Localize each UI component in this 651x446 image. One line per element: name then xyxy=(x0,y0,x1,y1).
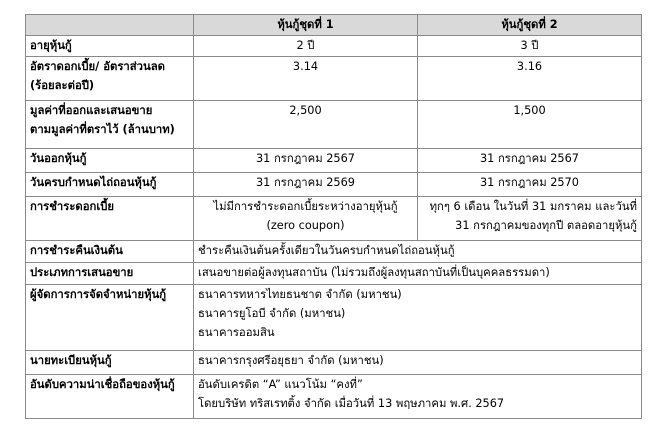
row-investor-type xyxy=(26,263,642,285)
interest-series-1-line-2: (zero coupon) xyxy=(266,219,345,232)
underwriters-list xyxy=(194,285,642,351)
registrar-value: ธนาคารกรุงศรีอยุธยา จำกัด (มหาชน) xyxy=(194,351,642,375)
label-value xyxy=(26,101,194,149)
row-interest xyxy=(26,197,642,241)
label-investor-type: ประเภทการเสนอขาย xyxy=(26,263,194,285)
row-principal xyxy=(26,241,642,263)
label-value-line-1: มูลค่าที่ออกและเสนอขาย xyxy=(30,104,153,117)
label-rating: อันดับความน่าเชื่อถือของหุ้นกู้ xyxy=(26,375,194,419)
term-series-1: 2 ปี xyxy=(194,36,418,57)
interest-series-2-line-2: 31 กรกฎาคมของทุกปี ตลอดอายุหุ้นกู้ xyxy=(455,219,637,232)
maturity-series-2: 31 กรกฎาคม 2570 xyxy=(418,173,642,197)
label-term: อายุหุ้นกู้ xyxy=(26,36,194,57)
header-series-1: หุ้นกู้ชุดที่ 1 xyxy=(194,15,418,36)
row-term xyxy=(26,36,642,57)
maturity-series-1: 31 กรกฎาคม 2569 xyxy=(194,173,418,197)
interest-series-2-line-1: ทุกๆ 6 เดือน ในวันที่ 31 มกราคม และวันที่ xyxy=(429,200,637,213)
underwriter-item: ธนาคารยูโอบี จำกัด (มหาชน) xyxy=(198,307,346,320)
label-principal: การชำระคืนเงินต้น xyxy=(26,241,194,263)
underwriter-item: ธนาคารทหารไทยธนชาต จำกัด (มหาชน) xyxy=(198,288,402,301)
row-underwriters xyxy=(26,285,642,351)
label-rate xyxy=(26,57,194,101)
rating-line-2: โดยบริษัท ทริสเรทติ้ง จำกัด เมื่อวันที่ 13 พฤษภาคม พ.ศ. 2567 xyxy=(198,397,505,410)
row-maturity xyxy=(26,173,642,197)
rating-line-1: อันดับเครดิต “A” แนวโน้ม “คงที่” xyxy=(198,378,363,391)
interest-series-1-line-1: ไม่มีการชำระดอกเบี้ยระหว่างอายุหุ้นกู้ xyxy=(213,200,398,213)
label-value-line-2: ตามมูลค่าที่ตราไว้ (ล้านบาท) xyxy=(30,123,175,136)
term-series-2: 3 ปี xyxy=(418,36,642,57)
label-issue-date: วันออกหุ้นกู้ xyxy=(26,149,194,173)
row-rate xyxy=(26,57,642,101)
row-value xyxy=(26,101,642,149)
rate-series-1: 3.14 xyxy=(194,57,418,101)
issue-date-series-2: 31 กรกฎาคม 2567 xyxy=(418,149,642,173)
header-series-2: หุ้นกู้ชุดที่ 2 xyxy=(418,15,642,36)
value-series-2: 1,500 xyxy=(418,101,642,149)
label-maturity: วันครบกำหนดไถ่ถอนหุ้นกู้ xyxy=(26,173,194,197)
header-blank-cell xyxy=(26,15,194,36)
bond-terms-table xyxy=(25,14,642,419)
label-registrar: นายทะเบียนหุ้นกู้ xyxy=(26,351,194,375)
investor-type-value: เสนอขายต่อผู้ลงทุนสถาบัน (ไม่รวมถึงผู้ลงทุนสถาบันที่เป็นบุคคลธรรมดา) xyxy=(194,263,642,285)
label-rate-line-2: (ร้อยละต่อปี) xyxy=(30,79,95,92)
row-issue-date xyxy=(26,149,642,173)
rating-value xyxy=(194,375,642,419)
rate-series-2: 3.16 xyxy=(418,57,642,101)
label-interest: การชำระดอกเบี้ย xyxy=(26,197,194,241)
interest-series-2 xyxy=(418,197,642,241)
value-series-1: 2,500 xyxy=(194,101,418,149)
row-registrar xyxy=(26,351,642,375)
issue-date-series-1: 31 กรกฎาคม 2567 xyxy=(194,149,418,173)
underwriter-item: ธนาคารออมสิน xyxy=(198,326,275,339)
row-rating xyxy=(26,375,642,419)
label-rate-line-1: อัตราดอกเบี้ย/ อัตราส่วนลด xyxy=(30,60,165,73)
label-underwriters: ผู้จัดการการจัดจำหน่ายหุ้นกู้ xyxy=(26,285,194,351)
principal-value: ชำระคืนเงินต้นครั้งเดียวในวันครบกำหนดไถ่ถอนหุ้นกู้ xyxy=(194,241,642,263)
interest-series-1 xyxy=(194,197,418,241)
header-row xyxy=(26,15,642,36)
